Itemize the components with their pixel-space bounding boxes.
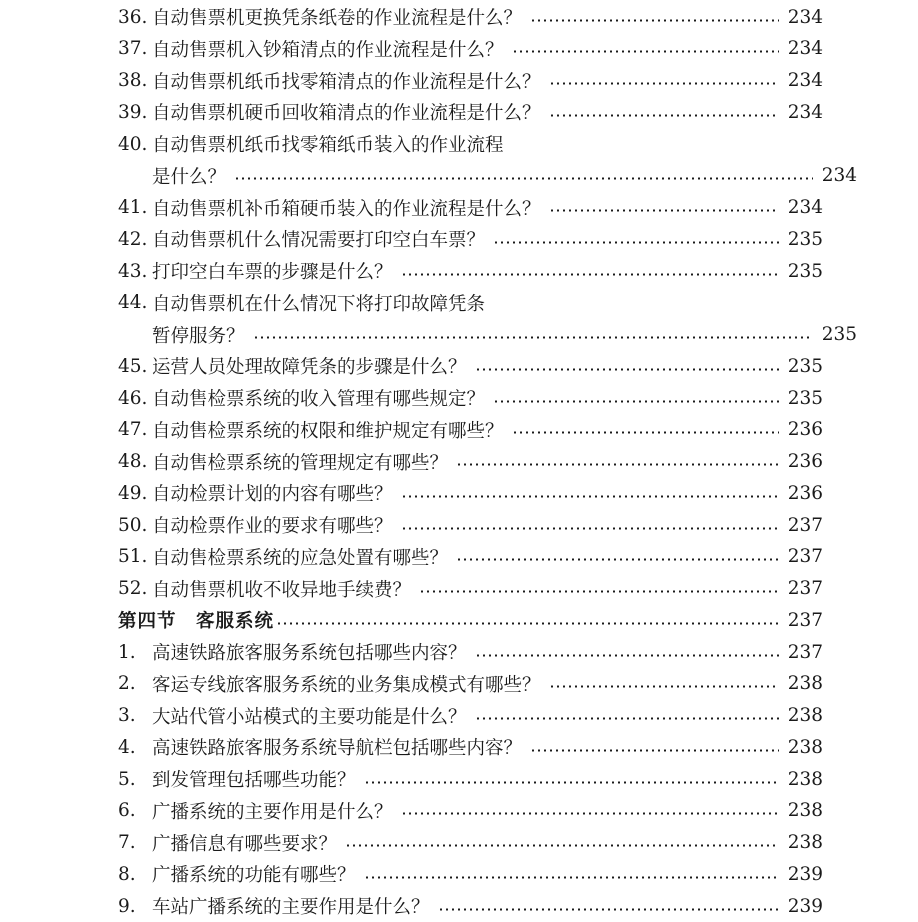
dot-leader bbox=[401, 527, 779, 530]
toc-entry-text: 广播系统的主要作用是什么？ bbox=[152, 801, 393, 823]
toc-entry-number: 4. bbox=[118, 736, 136, 758]
toc-entry bbox=[0, 731, 823, 763]
toc-page-number: 234 bbox=[787, 101, 823, 123]
toc-entry bbox=[0, 350, 823, 382]
toc-page-number: 234 bbox=[787, 38, 823, 60]
toc-entry bbox=[0, 160, 857, 192]
toc-entry-text: 客运专线旅客服务系统的业务集成模式有哪些？ bbox=[152, 674, 541, 696]
dot-leader bbox=[234, 177, 813, 180]
dot-leader bbox=[549, 685, 779, 688]
toc-page-number: 234 bbox=[787, 6, 823, 28]
toc-entry bbox=[0, 319, 857, 351]
dot-leader bbox=[549, 114, 779, 117]
toc-entry-number: 51. bbox=[118, 546, 148, 568]
toc-page-number: 238 bbox=[787, 736, 823, 758]
toc-entry-number: 36. bbox=[118, 6, 148, 28]
dot-leader bbox=[276, 622, 779, 625]
toc-entry bbox=[0, 414, 823, 446]
toc-page-number: 235 bbox=[821, 324, 857, 345]
dot-leader bbox=[530, 19, 779, 22]
toc-entry-number: 40. bbox=[118, 133, 148, 155]
toc-page-number: 235 bbox=[787, 387, 823, 409]
toc-entry bbox=[0, 382, 823, 414]
toc-entry bbox=[0, 1, 823, 33]
toc-page-number: 234 bbox=[821, 165, 857, 187]
toc-page-number: 237 bbox=[787, 546, 823, 568]
toc-entry-text: 自动售票机入钞箱清点的作业流程是什么？ bbox=[152, 39, 504, 61]
dot-leader bbox=[475, 368, 779, 371]
toc-entry-text: 广播系统的功能有哪些？ bbox=[152, 865, 356, 887]
dot-leader bbox=[512, 50, 779, 53]
toc-entry-number: 1. bbox=[118, 641, 136, 663]
toc-entry-text: 打印空白车票的步骤是什么？ bbox=[152, 262, 393, 283]
toc-entry-text: 高速铁路旅客服务系统导航栏包括哪些内容？ bbox=[152, 738, 523, 760]
dot-leader bbox=[493, 400, 779, 403]
dot-leader bbox=[364, 781, 779, 784]
toc-entry-number: 49. bbox=[118, 482, 148, 504]
dot-leader bbox=[493, 241, 779, 244]
toc-entry-text: 自动售检票系统的管理规定有哪些？ bbox=[152, 452, 449, 474]
toc-page-number: 238 bbox=[787, 832, 823, 853]
dot-leader bbox=[419, 590, 779, 593]
toc-entry-number: 5. bbox=[118, 768, 136, 790]
toc-entry-number: 9. bbox=[118, 895, 136, 917]
toc-page-number: 237 bbox=[787, 578, 823, 599]
dot-leader bbox=[475, 717, 779, 720]
toc-entry-number: 44. bbox=[118, 292, 148, 314]
dot-leader bbox=[401, 495, 779, 498]
toc-page-number: 235 bbox=[787, 260, 823, 282]
toc-entry-text: 自动售票机纸币找零箱清点的作业流程是什么？ bbox=[152, 71, 541, 93]
toc-page-number: 234 bbox=[787, 70, 823, 91]
toc-entry-text: 自动售检票系统的权限和维护规定有哪些？ bbox=[152, 420, 504, 442]
toc-entry-text: 自动售票机什么情况需要打印空白车票？ bbox=[152, 230, 486, 252]
toc-section-title: 第四节 客服系统 bbox=[118, 611, 275, 633]
toc-page-number: 237 bbox=[787, 609, 823, 631]
dot-leader bbox=[549, 82, 779, 85]
dot-leader bbox=[438, 908, 779, 911]
toc-entry-number: 46. bbox=[118, 387, 148, 409]
toc-page-number: 238 bbox=[787, 673, 823, 695]
toc-entry-text: 是什么？ bbox=[152, 166, 227, 188]
toc-entry bbox=[0, 827, 823, 859]
toc-entry bbox=[0, 477, 823, 509]
toc-entry bbox=[0, 700, 823, 732]
dot-leader bbox=[401, 812, 779, 815]
toc-page-number: 238 bbox=[787, 705, 823, 726]
toc-entry bbox=[0, 65, 823, 97]
toc-entry-number: 45. bbox=[118, 355, 148, 377]
dot-leader bbox=[456, 463, 779, 466]
toc-entry bbox=[0, 573, 823, 605]
toc-entry-number: 43. bbox=[118, 260, 148, 282]
dot-leader bbox=[530, 749, 779, 752]
toc-entry-text: 到发管理包括哪些功能？ bbox=[152, 770, 356, 791]
toc-entry-text: 运营人员处理故障凭条的步骤是什么？ bbox=[152, 357, 467, 379]
toc-entry-number: 2. bbox=[118, 673, 136, 695]
toc-entry-number: 39. bbox=[118, 101, 148, 123]
dot-leader bbox=[364, 876, 779, 879]
toc-section-heading bbox=[0, 604, 823, 636]
toc-entry-text: 自动售票机在什么情况下将打印故障凭条 bbox=[152, 293, 486, 315]
toc-entry-text: 自动检票计划的内容有哪些？ bbox=[152, 484, 393, 506]
toc-entry bbox=[0, 636, 823, 668]
toc-entry-text: 自动售票机硬币回收箱清点的作业流程是什么？ bbox=[152, 103, 541, 125]
dot-leader bbox=[549, 209, 779, 212]
toc-entry bbox=[0, 509, 823, 541]
toc-entry bbox=[0, 33, 823, 65]
toc-entry bbox=[0, 541, 823, 573]
toc-entry bbox=[0, 255, 823, 287]
toc-entry bbox=[0, 890, 823, 922]
toc-entry-number: 52. bbox=[118, 578, 148, 599]
toc-entry bbox=[0, 446, 823, 478]
toc-entry-text: 自动检票作业的要求有哪些？ bbox=[152, 516, 393, 537]
dot-leader bbox=[512, 431, 779, 434]
toc-entry-number: 37. bbox=[118, 38, 148, 60]
toc-entry-number: 41. bbox=[118, 197, 148, 218]
toc-entry bbox=[0, 795, 823, 827]
toc-entry-number: 8. bbox=[118, 863, 136, 885]
toc-entry bbox=[0, 763, 823, 795]
toc-entry-number: 42. bbox=[118, 228, 148, 250]
toc-entry bbox=[0, 668, 823, 700]
toc-page-number: 238 bbox=[787, 768, 823, 790]
toc-entry-text: 车站广播系统的主要作用是什么？ bbox=[152, 897, 430, 918]
toc-entry-text: 自动售票机收不收异地手续费？ bbox=[152, 579, 412, 601]
toc-entry-number: 3. bbox=[118, 705, 136, 726]
toc-page-number: 236 bbox=[787, 451, 823, 472]
toc-page-number: 237 bbox=[787, 641, 823, 663]
toc-page-number: 236 bbox=[787, 419, 823, 441]
dot-leader bbox=[345, 844, 779, 847]
toc-entry-text: 自动售票机补币箱硬币装入的作业流程是什么？ bbox=[152, 198, 541, 220]
toc-entry-number: 50. bbox=[118, 514, 148, 536]
dot-leader bbox=[401, 273, 779, 276]
toc-page-number: 238 bbox=[787, 800, 823, 822]
toc-entry-text: 暂停服务？ bbox=[152, 325, 245, 347]
toc-page-number: 235 bbox=[787, 355, 823, 377]
toc-entry-text: 自动售检票系统的应急处置有哪些？ bbox=[152, 547, 449, 569]
dot-leader bbox=[475, 654, 779, 657]
toc-entry-text: 自动售票机更换凭条纸卷的作业流程是什么？ bbox=[152, 8, 523, 29]
toc-page-number: 235 bbox=[787, 228, 823, 250]
toc-entry-text: 高速铁路旅客服务系统包括哪些内容？ bbox=[152, 643, 467, 664]
toc-entry-number: 6. bbox=[118, 800, 136, 822]
toc-entry-text: 广播信息有哪些要求？ bbox=[152, 833, 338, 855]
toc-page-number: 239 bbox=[787, 863, 823, 885]
toc-entry bbox=[0, 96, 823, 128]
dot-leader bbox=[456, 558, 779, 561]
dot-leader bbox=[253, 336, 813, 339]
toc-entry-number: 48. bbox=[118, 451, 148, 472]
toc-entry bbox=[0, 858, 823, 890]
toc-entry-number: 47. bbox=[118, 419, 148, 441]
toc-entry-text: 自动售票机纸币找零箱纸币装入的作业流程 bbox=[152, 135, 504, 156]
toc-entry-number: 7. bbox=[118, 832, 136, 853]
toc-page-number: 239 bbox=[787, 895, 823, 917]
toc-entry-text: 大站代管小站模式的主要功能是什么？ bbox=[152, 706, 467, 728]
toc-entry bbox=[0, 287, 918, 319]
toc-entry bbox=[0, 192, 823, 224]
toc-page-number: 237 bbox=[787, 514, 823, 536]
toc-entry-number: 38. bbox=[118, 70, 148, 91]
toc-page-number: 234 bbox=[787, 197, 823, 218]
toc-entry bbox=[0, 128, 918, 160]
toc-entry bbox=[0, 223, 823, 255]
toc-page-number: 236 bbox=[787, 482, 823, 504]
toc-entry-text: 自动售检票系统的收入管理有哪些规定？ bbox=[152, 389, 486, 410]
